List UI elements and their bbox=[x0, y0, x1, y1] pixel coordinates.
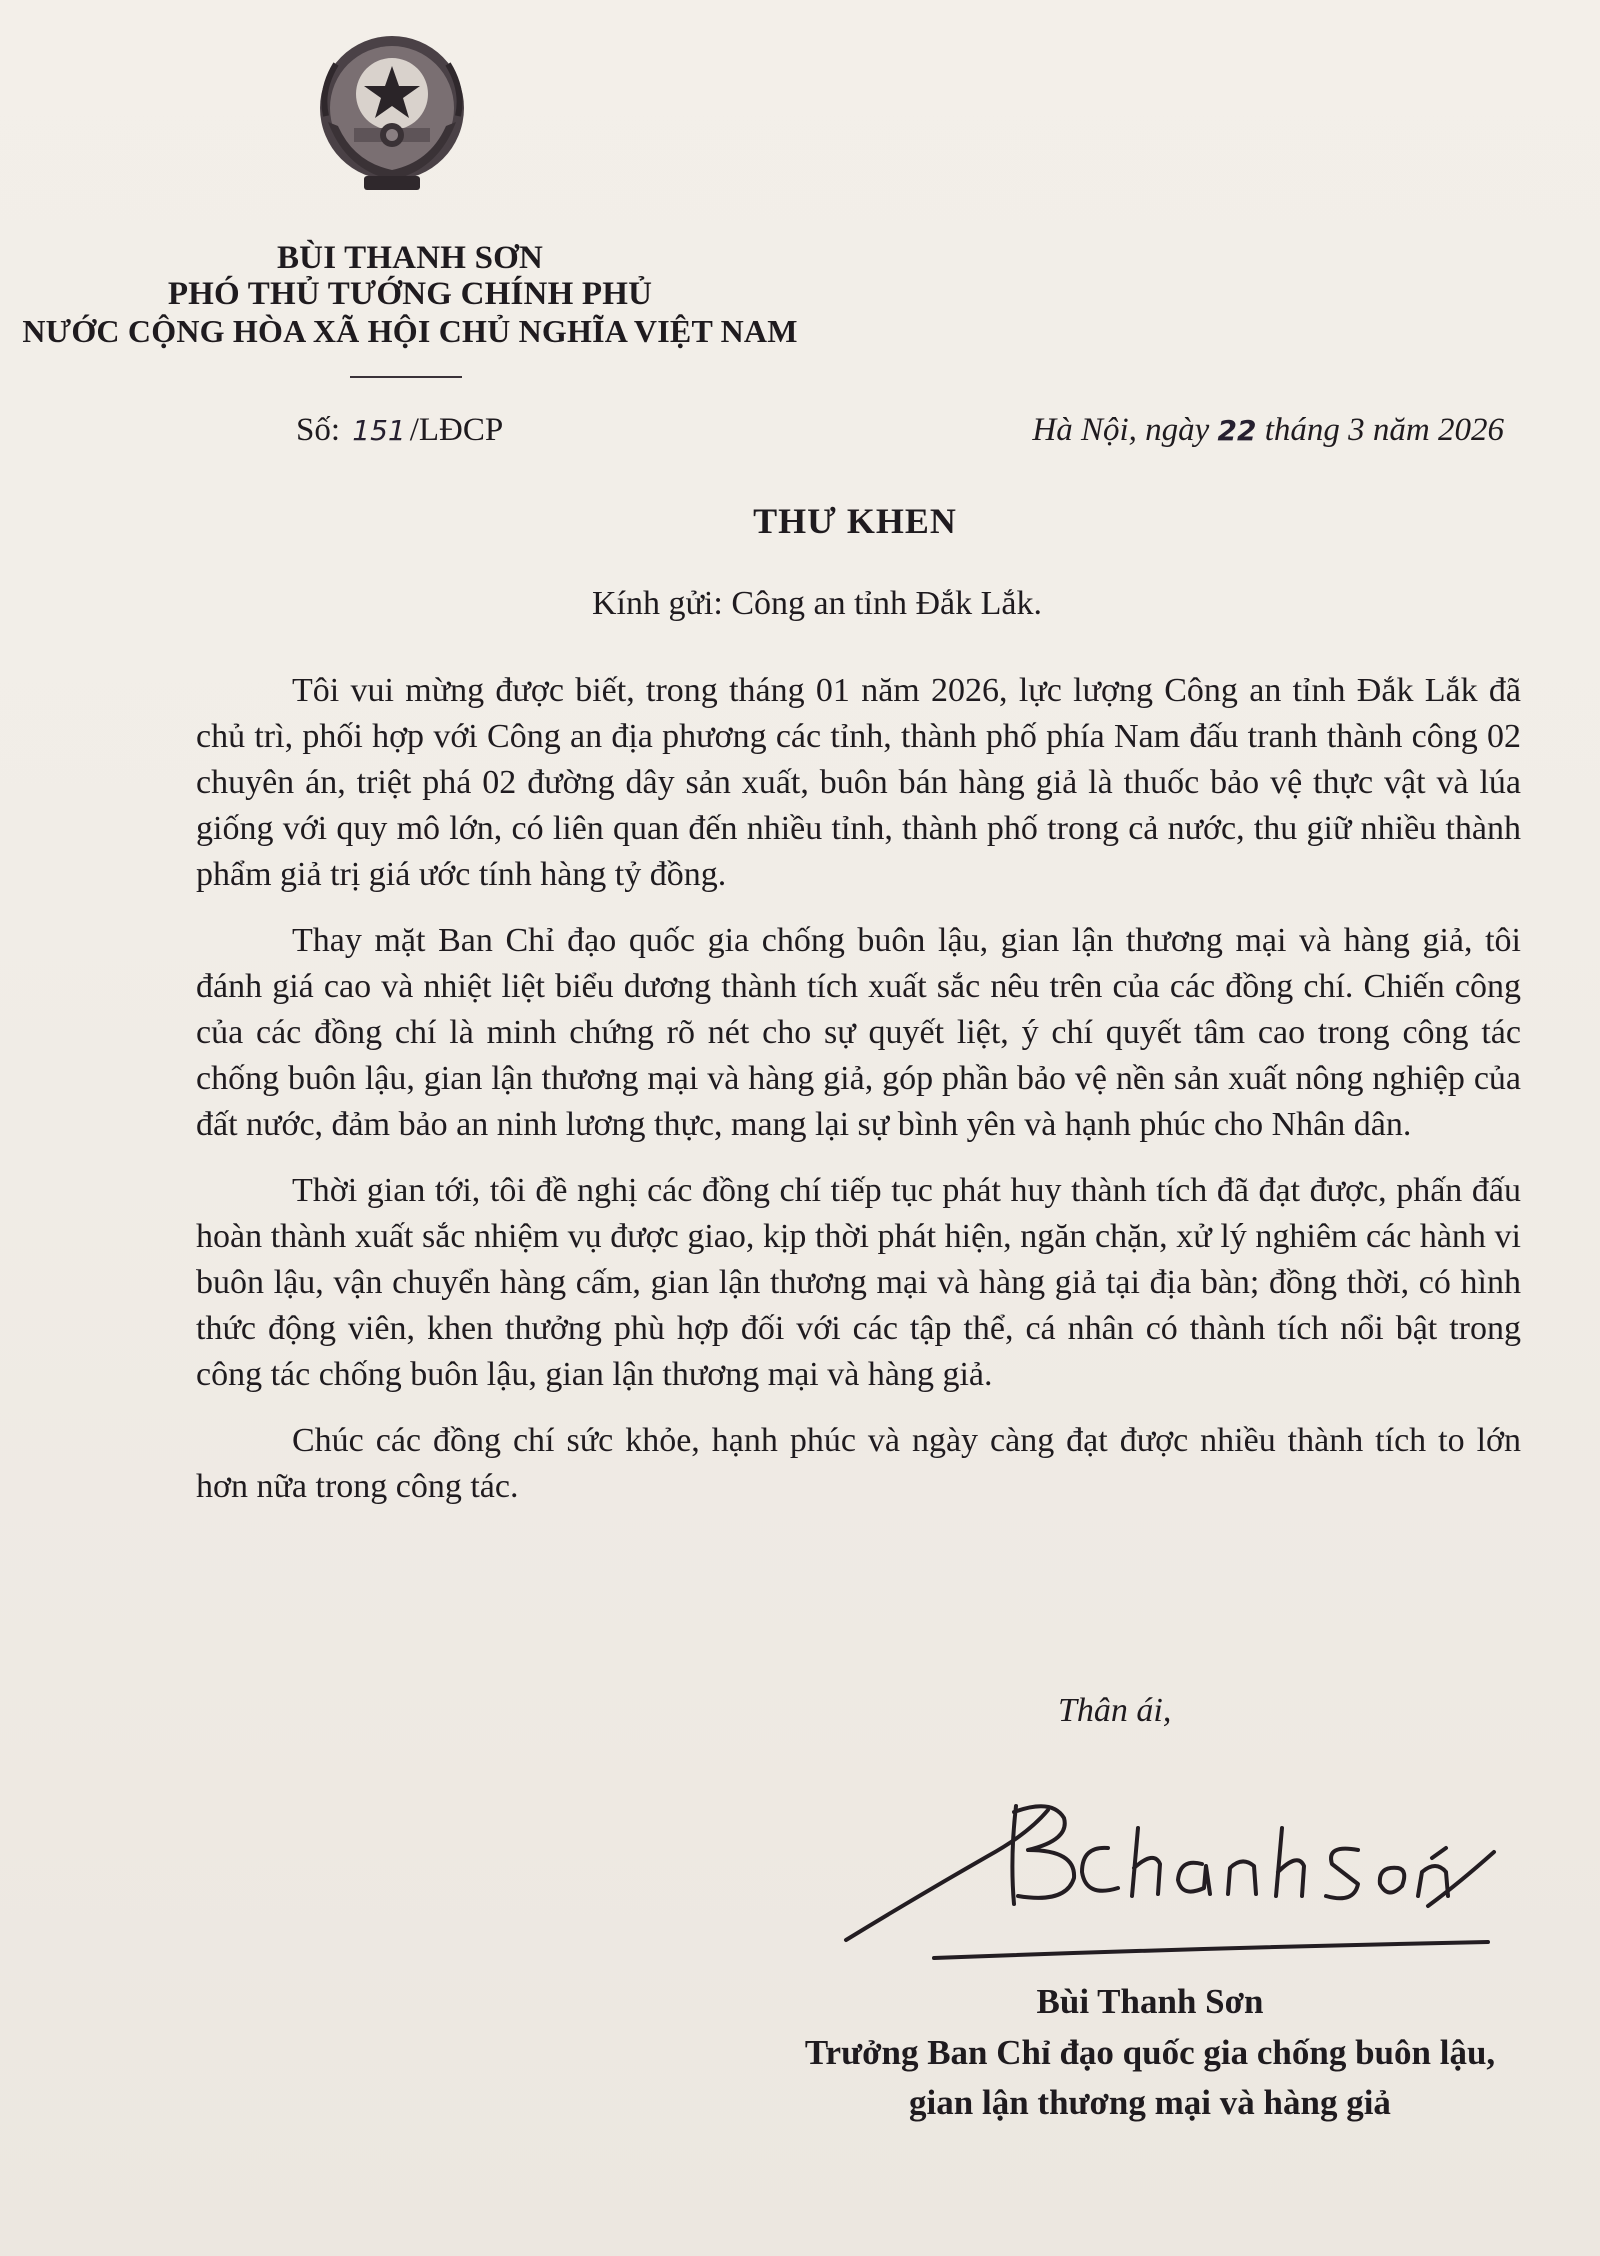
closing-salutation: Thân ái, bbox=[1058, 1692, 1172, 1729]
signer-role-line-1: Trưởng Ban Chỉ đạo quốc gia chống buôn lậu, bbox=[804, 2033, 1496, 2072]
letter-body bbox=[196, 668, 1521, 1530]
header-sender-title: PHÓ THỦ TƯỚNG CHÍNH PHỦ bbox=[167, 276, 653, 312]
national-emblem-icon bbox=[306, 30, 478, 200]
body-paragraph-4: Chúc các đồng chí sức khỏe, hạnh phúc và ngày càng đạt được nhiều thành tích to lớn hơn nữa trong công tác. bbox=[196, 1422, 1521, 1505]
header-country-name: NƯỚC CỘNG HÒA XÃ HỘI CHỦ NGHĨA VIỆT NAM bbox=[22, 313, 798, 349]
reference-prefix: Số: bbox=[296, 412, 341, 448]
handwritten-signature bbox=[838, 1788, 1500, 1968]
signer-role-line-2: gian lận thương mại và hàng giả bbox=[909, 2083, 1391, 2122]
date-prefix: Hà Nội, ngày bbox=[1032, 412, 1210, 448]
body-paragraph-1: Tôi vui mừng được biết, trong tháng 01 năm 2026, lực lượng Công an tỉnh Đắk Lắk đã chủ trì, phối hợp với Công an địa phương các tỉnh, thành phố phía Nam đấu tranh thành công 02 chuyên án, triệt phá 02 đường dây sản xuất, buôn bán hàng giả là thuốc bảo vệ thực vật và lúa giống với quy mô lớn, có liên quan đến nhiều tỉnh, thành phố trong cả nước, thu giữ nhiều thành phẩm giả trị giá ước tính hàng tỷ đồng. bbox=[196, 672, 1521, 893]
header-divider bbox=[350, 376, 462, 378]
date-suffix: tháng 3 năm 2026 bbox=[1264, 412, 1504, 448]
body-paragraph-3: Thời gian tới, tôi đề nghị các đồng chí tiếp tục phát huy thành tích đã đạt được, phấn đấu hoàn thành xuất sắc nhiệm vụ được giao, kịp thời phát hiện, ngăn chặn, xử lý nghiêm các hành vi buôn lậu, vận chuyển hàng cấm, gian lận thương mại và hàng giả tại địa bàn; đồng thời, có hình thức động viên, khen thưởng phù hợp đối với các tập thể, cá nhân có thành tích nổi bật trong công tác chống buôn lậu, gian lận thương mại và hàng giả. bbox=[196, 1172, 1521, 1393]
reference-handwritten-number: 151 bbox=[352, 414, 406, 447]
letter-recipient: Kính gửi: Công an tỉnh Đắk Lắk. bbox=[592, 585, 1042, 622]
header-sender-name: BÙI THANH SƠN bbox=[276, 240, 544, 276]
reference-number bbox=[296, 412, 503, 449]
letter-title: THƯ KHEN bbox=[753, 501, 957, 541]
signer-name: Bùi Thanh Sơn bbox=[1036, 1982, 1264, 2021]
date-handwritten-day: 22 bbox=[1217, 414, 1257, 447]
body-paragraph-2: Thay mặt Ban Chỉ đạo quốc gia chống buôn lậu, gian lận thương mại và hàng giả, tôi đánh giá cao và nhiệt liệt biểu dương thành tích xuất sắc nêu trên của các đồng chí. Chiến công của các đồng chí là minh chứng rõ nét cho sự quyết liệt, ý chí quyết tâm cao trong công tác chống buôn lậu, gian lận thương mại và hàng giả, góp phần bảo vệ nền sản xuất nông nghiệp của đất nước, đảm bảo an ninh lương thực, mang lại sự bình yên và hạnh phúc cho Nhân dân. bbox=[196, 922, 1521, 1143]
reference-suffix: /LĐCP bbox=[409, 412, 504, 448]
letter-date bbox=[1032, 412, 1504, 449]
